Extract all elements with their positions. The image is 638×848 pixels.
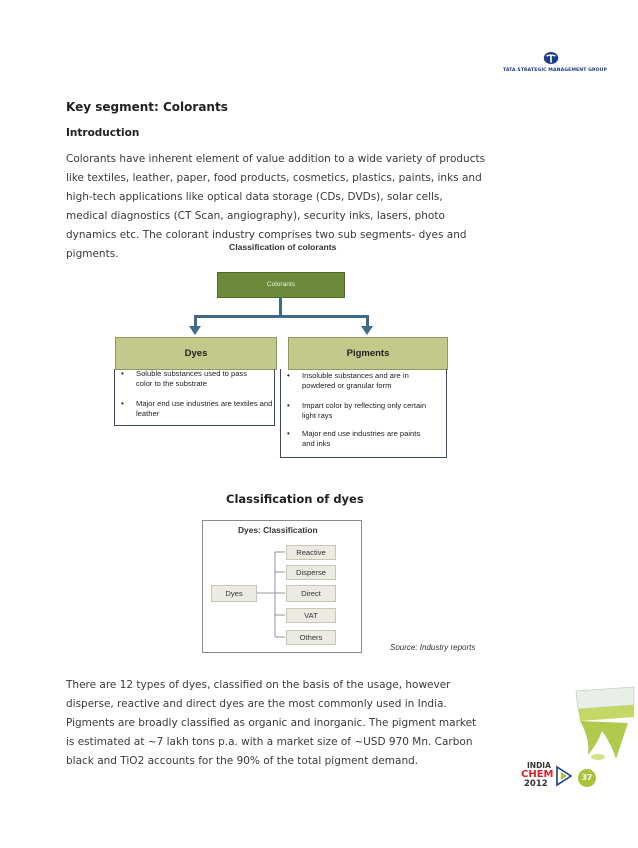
pigments-paragraph: Pigments are broadly classified as organic and inorganic. The pigment market is estimated at ~7 lakh tons p.a. with a market size of ~USD 970 Mn. Carbon black and TiO2 accounts for the 90% of the total pigment demand. — [66, 717, 477, 767]
dyes-classification-title: Dyes: Classification — [238, 525, 318, 535]
header-logo-text: TATA STRATEGIC MANAGEMENT GROUP — [503, 68, 607, 73]
dye-type-others: Others — [286, 630, 336, 645]
colorants-root-box: Colorants — [217, 272, 345, 298]
tata-logo-icon — [543, 51, 559, 65]
connector-line — [279, 297, 282, 317]
dye-type-vat: VAT — [286, 608, 336, 623]
indiachem-logo-line1: INDIA — [527, 761, 551, 770]
source-note: Source: Industry reports — [390, 643, 476, 652]
dye-type-direct: Direct — [286, 585, 336, 602]
pigments-category-body: • Insoluble substances and are in powdered or granular form • Impart color by reflecting only certain light rays • Major end use industries are paints and inks — [280, 369, 447, 458]
indiachem-logo-line3: 2012 — [524, 779, 548, 789]
dyes-category-body: • Soluble substances used to pass color to the substrate • Major end use industries are textiles and leather — [114, 369, 275, 426]
dye-type-disperse: Disperse — [286, 565, 336, 580]
intro-paragraph: Colorants have inherent element of value addition to a wide variety of products like textiles, leather, paper, food products, cosmetics, plastics, paints, inks and high-tech applications like optical data storage (CDs, DVDs), solar cells, medical diagnostics (CT Scan, angiography), security inks, lasers, photo dynamics etc. The colorant industry comprises two sub segments- dyes and pigments. — [66, 153, 486, 260]
indiachem-logo-line2: CHEM — [521, 769, 554, 780]
arrow-down-icon — [189, 326, 201, 336]
dyes-root-box: Dyes — [211, 585, 257, 602]
section-heading: Key segment: Colorants — [66, 100, 228, 114]
colorants-diagram-caption: Classification of colorants — [229, 242, 337, 252]
dyes-types-paragraph: There are 12 types of dyes, classified on the basis of the usage, however disperse, reactive and direct dyes are the most commonly used in India. — [66, 679, 451, 710]
pigments-bullet: Major end use industries are paints and inks — [302, 429, 421, 448]
connector-line — [194, 315, 368, 318]
pigments-category-header: Pigments — [288, 337, 448, 370]
page-number: 37 — [578, 769, 596, 787]
arrow-down-icon — [361, 326, 373, 336]
dyes-category-header: Dyes — [115, 337, 277, 370]
dyes-bullet: Major end use industries are textiles and leather — [136, 399, 273, 418]
pigments-bullet: Insoluble substances and are in powdered or granular form — [302, 371, 409, 390]
test-tube-decoration-icon — [568, 683, 638, 763]
dye-type-reactive: Reactive — [286, 545, 336, 560]
indiachem-arrow-icon — [555, 765, 573, 787]
dyes-bullet: Soluble substances used to pass color to the substrate — [136, 369, 248, 388]
subsection-heading: Introduction — [66, 127, 140, 139]
dyes-classification-heading: Classification of dyes — [226, 492, 364, 506]
pigments-bullet: Impart color by reflecting only certain light rays — [302, 401, 427, 420]
